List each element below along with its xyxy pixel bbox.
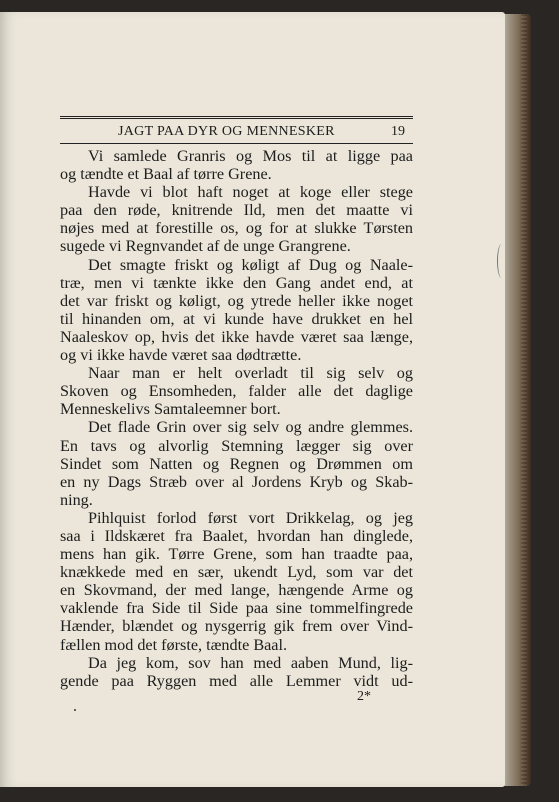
page-number: 19 [391,124,405,139]
text-line: Naaleskov op, hvis det ikke havde været saa længe, [60,327,413,346]
body-text [60,147,413,690]
text-line: Skoven og Ensomheden, falder alle det daglige [60,382,413,401]
text-line: til hinanden om, at vi kunde have drukket en hel [60,309,413,328]
text-line: saa i Ildskæret fra Baalet, hvordan han dinglede, [60,526,413,545]
text-line: mens han gik. Tørre Grene, som han traadte paa, [60,545,413,564]
ink-speck [74,709,76,711]
text-line: og tændte et Baal af tørre Grene. [60,165,272,184]
running-title: JAGT PAA DYR OG MENNESKER [118,124,335,139]
text-line: træ, men vi tænkte ikke den Gang andet end, at [60,273,413,292]
text-line: Pihlquist forlod først vort Drikkelag, og jeg [88,508,413,527]
book-page-edge [503,14,531,786]
text-line: en Skovmand, der med lange, hængende Arme og [60,581,413,600]
text-line: ning. [60,490,93,509]
text-line: fællen mod det første, tændte Baal. [60,635,288,654]
text-line: Menneskelivs Samtaleemner bort. [60,400,281,419]
text-line: Vi samlede Granris og Mos til at ligge paa [88,147,413,165]
running-header [60,116,413,144]
text-line: nøjes med at forestille os, og for at slukke Tørsten [60,219,413,238]
text-line: Det flade Grin over sig selv og andre glemmes. [88,418,413,437]
text-line: Hænder, blændet og nysgerrig gik frem over Vind- [60,617,413,636]
text-line: En tavs og alvorlig Stemning lægger sig over [60,436,413,455]
text-line: knækkede med en sær, ukendt Lyd, som var det [60,563,413,582]
text-line: Naar man er helt overladt til sig selv og [88,364,413,383]
text-line: Sindet som Natten og Regnen og Drømmen om [60,454,413,473]
text-line: paa den røde, knitrende Ild, men det maatte vi [60,201,413,220]
text-line: vaklende fra Side til Side paa sine tommelfingrede [60,599,413,618]
text-line: Da jeg kom, sov han med aaben Mund, lig- [88,653,413,672]
signature-mark: 2* [357,689,371,704]
text-line: sugede vi Regnvandet af de unge Grangrene. [60,237,351,256]
text-line: gende paa Ryggen med alle Lemmer vidt ud- [60,671,413,690]
text-line: og vi ikke havde været saa dødtrætte. [60,346,302,365]
margin-mark [497,244,506,278]
text-line: det var friskt og køligt, og ytrede heller ikke noget [60,291,413,310]
text-line: en ny Dags Stræb over al Jordens Kryb og Skab- [60,472,413,491]
text-line: Det smagte friskt og køligt af Dug og Naale- [88,255,413,274]
text-line: Havde vi blot haft noget at koge eller stege [88,183,413,202]
